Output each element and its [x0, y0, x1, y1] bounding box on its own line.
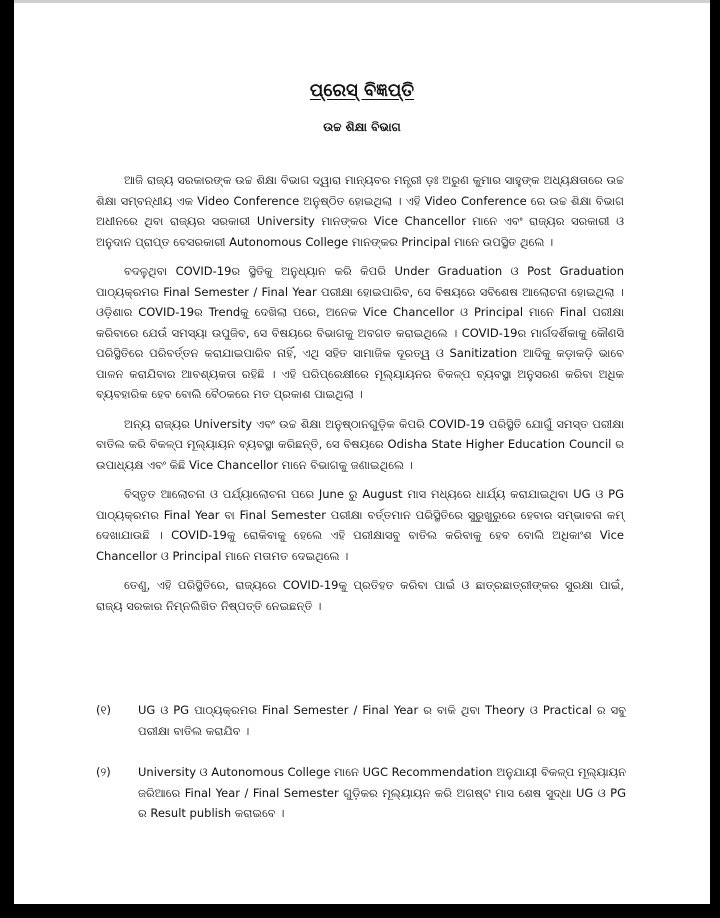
paragraph: ଅନ୍ୟ ରାଜ୍ୟର University ଏବଂ ଉଚ୍ଚ ଶିକ୍ଷା ଅନୁଷ୍ଠାନଗୁଡ଼ିକ କିପରି COVID-19 ପରିସ୍ଥିତି ଯୋଗୁଁ ସମସ୍ତ ପରୀକ୍ଷା ବାତିଲ କରି ବିକଳ୍ପ ମୂଲ୍ୟାୟନ ବ୍ୟବସ୍ଥା କରିଛନ୍ତି, ସେ ବିଷୟରେ Odisha State Higher Education Council ର ଉପାଧ୍ୟକ୍ଷ ଏବଂ କିଛି Vice Chancellor ମାନେ ବିଭାଗକୁ ଜଣାଇଥିଲେ ।	[96, 416, 624, 472]
paragraph: ଆଜି ରାଜ୍ୟ ସରକାରଙ୍କ ଉଚ୍ଚ ଶିକ୍ଷା ବିଭାଗ ଦ୍ୱାରା ମାନ୍ୟବର ମନ୍ତ୍ରୀ ଡ଼ଃ ଅରୁଣ କୁମାର ସାହୁଙ୍କ ଅଧ୍ୟକ୍ଷତାରେ ଉଚ୍ଚ ଶିକ୍ଷା ସମ୍ବନ୍ଧୀୟ ଏକ Video Conference ଅନୁଷ୍ଠିତ ହୋଇଥିଲା । ଏହି Video Conference ରେ ଉଚ୍ଚ ଶିକ୍ଷା ବିଭାଗ ଅଧୀନରେ ଥିବା ରାଜ୍ୟର ସରକାରୀ University ମାନଙ୍କର Vice Chancellor ମାନେ ଏବଂ ରାଜ୍ୟର ସରକାରୀ ଓ ଅନୁଦାନ ପ୍ରାପ୍ତ ବେସରକାରୀ Autonomous College ମାନଙ୍କର Principal ମାନେ ଉପସ୍ଥିତ ଥିଲେ ।	[96, 173, 624, 249]
department-subtitle: ଉଚ୍ଚ ଶିକ୍ଷା ବିଭାଗ	[323, 120, 401, 134]
decision-item	[96, 762, 626, 824]
page-top-edge	[14, 0, 710, 3]
decision-number: (୨)	[96, 765, 111, 779]
decision-text: University ଓ Autonomous College ମାନେ UGC Recommendation ଅନୁଯାୟୀ ବିକଳ୍ପ ମୂଲ୍ୟାୟନ ଜରିଆରେ Final Year / Final Semester ଗୁଡ଼ିକର ମୂଲ୍ୟାୟନ କରି ଅଗଷ୍ଟ ମାସ ଶେଷ ସୁଦ୍ଧା UG ଓ PG ର Result publish କରାଇବେ ।	[138, 765, 626, 820]
paragraph: ତେଣୁ, ଏହି ପରିସ୍ଥିତିରେ, ରାଜ୍ୟରେ COVID-19କୁ ପ୍ରତିହତ କରିବା ପାଇଁ ଓ ଛାତ୍ରଛାତ୍ରୀଙ୍କର ସୁରକ୍ଷା ପାଇଁ, ରାଜ୍ୟ ସରକାର ନିମ୍ନଲିଖିତ ନିଷ୍ପତ୍ତି ନେଇଛନ୍ତି ।	[96, 578, 624, 613]
paragraph: ବିସ୍ତୃତ ଆଲୋଚନା ଓ ପର୍ଯ୍ୟାଲୋଚନା ପରେ June ରୁ August ମାସ ମଧ୍ୟରେ ଧାର୍ଯ୍ୟ କରାଯାଇଥିବା UG ଓ PG ପାଠ୍ୟକ୍ରମର Final Year ବା Final Semester ପରୀକ୍ଷା ବର୍ତ୍ତମାନ ପରିସ୍ଥିତିରେ ସୁରୁଖୁରୁରେ ହେବାର ସମ୍ଭାବନା କମ୍ ଦେଖାଯାଉଛି । COVID-19କୁ ରୋକିବାକୁ ହେଲେ ଏହି ପରୀକ୍ଷାସବୁ ବାତିଲ କରିବାକୁ ହେବ ବୋଲି ଅଧିକାଂଶ Vice Chancellor ଓ Principal ମାନେ ମତାମତ ଦେଇଥିଲେ ।	[96, 487, 624, 563]
paragraph: ବଦଳୁଥିବା COVID-19ର ସ୍ଥିତିକୁ ଅନୁଧ୍ୟାନ କରି କିପରି Under Graduation ଓ Post Graduation ପାଠ୍ୟକ୍ରମର Final Semester / Final Year ପରୀକ୍ଷା ହୋଇପାରିବ, ସେ ବିଷୟରେ ସବିଶେଷ ଆଲୋଚନା ହୋଇଥିଲା । ଓଡ଼ିଶାର COVID-19ର Trendକୁ ଦେଖିଲା ପରେ, ଅନେକ Vice Chancellor ଓ Principal ମାନେ Final ପରୀକ୍ଷା କରିବାରେ ଯେଉଁ ସମସ୍ୟା ଉପୁଜିବ, ସେ ବିଷୟରେ ବିଭାଗକୁ ଅବଗତ କରାଇଥିଲେ । COVID-19ର ମାର୍ଗଦର୍ଶିକାକୁ କୌଣସି ପରିସ୍ଥିତିରେ ପରିବର୍ତ୍ତନ କରାଯାଇପାରିବ ନାହିଁ, ଏଥି ସହିତ ସାମାଜିକ ଦୂରତ୍ୱ ଓ Sanitization ଆଦିକୁ କଡ଼ାକଡ଼ି ଭାବେ ପାଳନ କରାଯିବାର ଆବଶ୍ୟକତା ରହିଛି । ଏହି ପରିପ୍ରେକ୍ଷୀରେ ମୂଲ୍ୟାୟନର ବିକଳ୍ପ ବ୍ୟବସ୍ଥା ଅନୁସରଣ କରିବା ଅଧିକ ବ୍ୟବହାରିକ ହେବ ବୋଲି ବୈଠକରେ ମତ ପ୍ରକାଶ ପାଇଥିଲା ।	[96, 264, 624, 401]
decision-item	[96, 700, 626, 741]
title-text: ପ୍ରେସ୍ ବିଜ୍ଞପ୍ତି	[309, 80, 415, 101]
press-release-title	[14, 80, 710, 101]
decision-number: (୧)	[96, 703, 111, 717]
decision-text: UG ଓ PG ପାଠ୍ୟକ୍ରମର Final Semester / Final Year ର ବାକି ଥିବା Theory ଓ Practical ର ସବୁ ପରୀକ୍ଷା ବାତିଲ କରାଯିବ ।	[138, 703, 626, 738]
document-page	[14, 0, 710, 904]
decision-list	[96, 700, 626, 845]
document-body	[96, 170, 624, 625]
